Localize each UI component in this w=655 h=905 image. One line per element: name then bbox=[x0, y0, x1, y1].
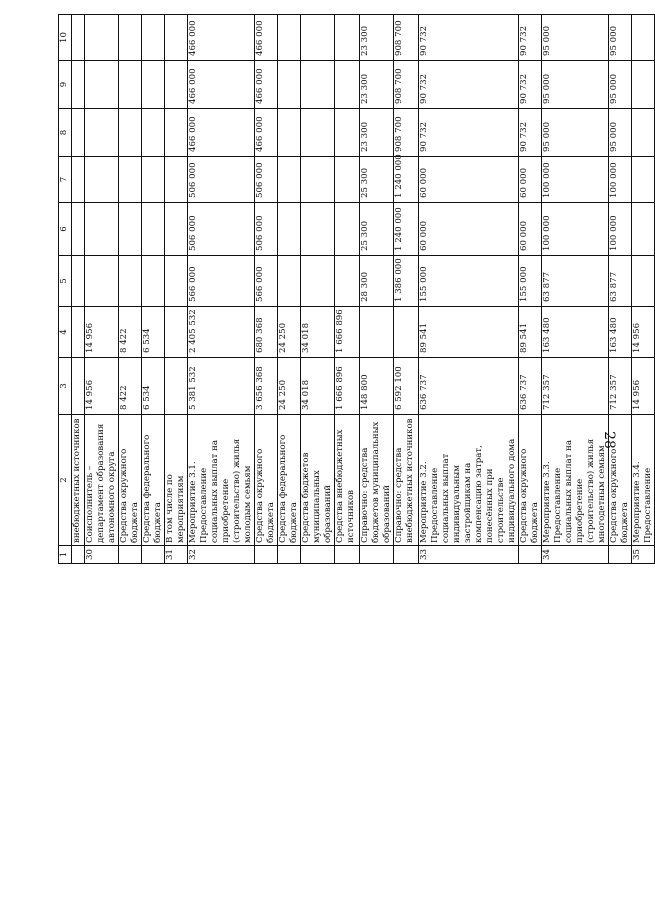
cell-col9 bbox=[632, 61, 655, 109]
table-row bbox=[632, 15, 655, 564]
cell-col4 bbox=[394, 307, 419, 358]
cell-col5: 63 877 bbox=[609, 256, 632, 307]
row-number bbox=[519, 546, 542, 564]
cell-col10: 95 000 bbox=[609, 15, 632, 61]
cell-col5 bbox=[119, 256, 142, 307]
cell-col5: 1 386 000 bbox=[394, 256, 419, 307]
cell-col8 bbox=[632, 109, 655, 157]
cell-col6 bbox=[85, 203, 119, 256]
cell-col5 bbox=[142, 256, 165, 307]
cell-col7 bbox=[278, 157, 301, 203]
cell-col7 bbox=[301, 157, 335, 203]
row-label: Средства внебюджетных источников bbox=[335, 415, 360, 546]
cell-col6 bbox=[335, 203, 360, 256]
cell-col7: 25 300 bbox=[360, 157, 394, 203]
cell-col6: 1 240 000 bbox=[394, 203, 419, 256]
cell-total: 712 357 bbox=[542, 358, 609, 415]
cell-col4: 89 541 bbox=[419, 307, 519, 358]
cell-col5 bbox=[632, 256, 655, 307]
cell-col10 bbox=[85, 15, 119, 61]
cell-col4: 89 541 bbox=[519, 307, 542, 358]
column-header: 2 bbox=[59, 415, 72, 546]
cell-col4: 8 422 bbox=[119, 307, 142, 358]
table-row bbox=[119, 15, 142, 564]
cell-col6: 60 000 bbox=[519, 203, 542, 256]
cell-col10: 466 000 bbox=[188, 15, 255, 61]
cell-col10 bbox=[72, 15, 85, 61]
cell-col8 bbox=[119, 109, 142, 157]
column-header: 6 bbox=[59, 203, 72, 256]
row-label: Средства окружного бюджета bbox=[255, 415, 278, 546]
row-label: Средства окружного бюджета bbox=[609, 415, 632, 546]
row-label: Мероприятие 3.4. Предоставление bbox=[632, 415, 655, 546]
cell-col9 bbox=[72, 61, 85, 109]
row-number bbox=[278, 546, 301, 564]
row-number bbox=[119, 546, 142, 564]
cell-col7: 506 000 bbox=[188, 157, 255, 203]
table-row bbox=[394, 15, 419, 564]
row-number bbox=[142, 546, 165, 564]
cell-col10 bbox=[278, 15, 301, 61]
cell-col7: 100 000 bbox=[609, 157, 632, 203]
cell-col4: 680 368 bbox=[255, 307, 278, 358]
table-row bbox=[165, 15, 188, 564]
cell-total: 5 381 532 bbox=[188, 358, 255, 415]
cell-col7 bbox=[85, 157, 119, 203]
cell-col8 bbox=[72, 109, 85, 157]
table-row bbox=[542, 15, 609, 564]
cell-total: 24 250 bbox=[278, 358, 301, 415]
row-number bbox=[360, 546, 394, 564]
cell-col6 bbox=[301, 203, 335, 256]
cell-col8: 908 700 bbox=[394, 109, 419, 157]
cell-col7 bbox=[142, 157, 165, 203]
row-number bbox=[255, 546, 278, 564]
cell-col4: 163 480 bbox=[542, 307, 609, 358]
cell-col5 bbox=[85, 256, 119, 307]
cell-col4 bbox=[360, 307, 394, 358]
cell-total: 14 956 bbox=[632, 358, 655, 415]
cell-col6: 25 300 bbox=[360, 203, 394, 256]
cell-col8 bbox=[165, 109, 188, 157]
cell-col9 bbox=[301, 61, 335, 109]
cell-col7: 506 000 bbox=[255, 157, 278, 203]
row-label: Средства бюджетов муниципальных образований bbox=[301, 415, 335, 546]
column-header: 10 bbox=[59, 15, 72, 61]
cell-col10 bbox=[335, 15, 360, 61]
row-label: Справочно: средства бюджетов муниципальных образований bbox=[360, 415, 394, 546]
cell-col8 bbox=[301, 109, 335, 157]
table-row bbox=[255, 15, 278, 564]
cell-col4: 2 405 532 bbox=[188, 307, 255, 358]
cell-total: 636 737 bbox=[519, 358, 542, 415]
budget-table bbox=[58, 14, 655, 564]
table-row bbox=[142, 15, 165, 564]
row-label: Средства окружного бюджета bbox=[519, 415, 542, 546]
cell-col7 bbox=[335, 157, 360, 203]
table-row bbox=[188, 15, 255, 564]
cell-col6: 100 000 bbox=[542, 203, 609, 256]
cell-col5 bbox=[165, 256, 188, 307]
row-number: 33 bbox=[419, 546, 519, 564]
cell-col10: 908 700 bbox=[394, 15, 419, 61]
cell-col9: 23 300 bbox=[360, 61, 394, 109]
cell-col6 bbox=[72, 203, 85, 256]
cell-col4: 14 956 bbox=[85, 307, 119, 358]
table-row bbox=[72, 15, 85, 564]
row-label: Соисполнитель – департамент образования автономного округа bbox=[85, 415, 119, 546]
row-label: Мероприятие 3.3. Предоставление социальных выплат на приобретение (строительство) жилья многодетным семьям bbox=[542, 415, 609, 546]
cell-col5: 566 000 bbox=[255, 256, 278, 307]
table-body bbox=[72, 15, 655, 564]
cell-col9: 90 732 bbox=[419, 61, 519, 109]
row-label: Мероприятие 3.1. Предоставление социальных выплат на приобретение (строительство) жилья молодым семьям bbox=[188, 415, 255, 546]
cell-col8: 90 732 bbox=[519, 109, 542, 157]
cell-col7: 1 240 000 bbox=[394, 157, 419, 203]
cell-col4: 6 534 bbox=[142, 307, 165, 358]
cell-col6 bbox=[632, 203, 655, 256]
row-label: Средства окружного бюджета bbox=[119, 415, 142, 546]
cell-col8 bbox=[85, 109, 119, 157]
row-number: 30 bbox=[85, 546, 119, 564]
cell-col10: 23 300 bbox=[360, 15, 394, 61]
row-number: 34 bbox=[542, 546, 609, 564]
cell-col8: 23 300 bbox=[360, 109, 394, 157]
cell-col5: 155 000 bbox=[419, 256, 519, 307]
cell-col6 bbox=[142, 203, 165, 256]
cell-total: 6 534 bbox=[142, 358, 165, 415]
cell-col5 bbox=[278, 256, 301, 307]
column-header: 5 bbox=[59, 256, 72, 307]
cell-col7 bbox=[72, 157, 85, 203]
cell-total bbox=[72, 358, 85, 415]
cell-col5 bbox=[301, 256, 335, 307]
cell-col4: 24 250 bbox=[278, 307, 301, 358]
cell-col9 bbox=[142, 61, 165, 109]
column-header: 9 bbox=[59, 61, 72, 109]
cell-col9 bbox=[335, 61, 360, 109]
table-row bbox=[609, 15, 632, 564]
cell-col7: 60 000 bbox=[519, 157, 542, 203]
row-number: 31 bbox=[165, 546, 188, 564]
row-number bbox=[394, 546, 419, 564]
row-label: Средства федерального бюджета bbox=[278, 415, 301, 546]
cell-col5: 566 000 bbox=[188, 256, 255, 307]
cell-col8 bbox=[142, 109, 165, 157]
cell-col10: 466 000 bbox=[255, 15, 278, 61]
cell-col9: 95 000 bbox=[609, 61, 632, 109]
cell-total: 8 422 bbox=[119, 358, 142, 415]
row-number bbox=[72, 546, 85, 564]
column-header: 3 bbox=[59, 358, 72, 415]
cell-col9: 90 732 bbox=[519, 61, 542, 109]
row-label: внебюджетных источников bbox=[72, 415, 85, 546]
cell-col6: 100 000 bbox=[609, 203, 632, 256]
column-header: 4 bbox=[59, 307, 72, 358]
cell-col4 bbox=[165, 307, 188, 358]
cell-col9 bbox=[85, 61, 119, 109]
cell-col5: 63 877 bbox=[542, 256, 609, 307]
cell-col5 bbox=[72, 256, 85, 307]
cell-col10: 90 732 bbox=[419, 15, 519, 61]
column-header: 7 bbox=[59, 157, 72, 203]
cell-col10 bbox=[142, 15, 165, 61]
cell-col8 bbox=[278, 109, 301, 157]
cell-col9: 466 000 bbox=[255, 61, 278, 109]
cell-total: 14 956 bbox=[85, 358, 119, 415]
cell-col4: 163 480 bbox=[609, 307, 632, 358]
cell-col8: 90 732 bbox=[419, 109, 519, 157]
cell-col9: 95 000 bbox=[542, 61, 609, 109]
cell-col10 bbox=[632, 15, 655, 61]
cell-col4 bbox=[72, 307, 85, 358]
cell-col4: 1 666 896 bbox=[335, 307, 360, 358]
cell-col7 bbox=[165, 157, 188, 203]
cell-col8: 95 000 bbox=[609, 109, 632, 157]
cell-col9 bbox=[119, 61, 142, 109]
cell-col9 bbox=[278, 61, 301, 109]
cell-col4: 34 018 bbox=[301, 307, 335, 358]
table-row bbox=[519, 15, 542, 564]
header-row bbox=[59, 15, 72, 564]
cell-col7: 100 000 bbox=[542, 157, 609, 203]
table-row bbox=[335, 15, 360, 564]
cell-total: 712 357 bbox=[609, 358, 632, 415]
table-row bbox=[278, 15, 301, 564]
cell-col8 bbox=[335, 109, 360, 157]
row-number bbox=[609, 546, 632, 564]
cell-col10 bbox=[301, 15, 335, 61]
cell-col6: 60 000 bbox=[419, 203, 519, 256]
cell-total bbox=[165, 358, 188, 415]
cell-col10 bbox=[165, 15, 188, 61]
cell-col6 bbox=[165, 203, 188, 256]
row-number: 35 bbox=[632, 546, 655, 564]
row-label: Средства федерального бюджета bbox=[142, 415, 165, 546]
cell-total: 3 656 368 bbox=[255, 358, 278, 415]
cell-total: 34 018 bbox=[301, 358, 335, 415]
table-row bbox=[419, 15, 519, 564]
cell-col5 bbox=[335, 256, 360, 307]
row-label: Мероприятие 3.2. Предоставление социальных выплат индивидуальным застройщикам на компенсацию затрат, понесённых при строительстве индивидуального дома bbox=[419, 415, 519, 546]
cell-col5: 155 000 bbox=[519, 256, 542, 307]
cell-col10 bbox=[119, 15, 142, 61]
cell-col4: 14 956 bbox=[632, 307, 655, 358]
cell-col8: 466 000 bbox=[188, 109, 255, 157]
column-header: 1 bbox=[59, 546, 72, 564]
rotated-table-container bbox=[58, 15, 653, 564]
row-number bbox=[335, 546, 360, 564]
row-label: В том числе по мероприятиям bbox=[165, 415, 188, 546]
cell-col8: 466 000 bbox=[255, 109, 278, 157]
row-number bbox=[301, 546, 335, 564]
cell-col7 bbox=[119, 157, 142, 203]
table-row bbox=[301, 15, 335, 564]
cell-col9: 466 000 bbox=[188, 61, 255, 109]
cell-col9 bbox=[165, 61, 188, 109]
cell-total: 636 737 bbox=[419, 358, 519, 415]
cell-col8: 95 000 bbox=[542, 109, 609, 157]
cell-col9: 908 700 bbox=[394, 61, 419, 109]
cell-col7 bbox=[632, 157, 655, 203]
page-number: 28 bbox=[601, 431, 617, 449]
cell-col6: 506 000 bbox=[255, 203, 278, 256]
column-header: 8 bbox=[59, 109, 72, 157]
cell-total: 148 800 bbox=[360, 358, 394, 415]
cell-col6 bbox=[278, 203, 301, 256]
cell-col6: 506 000 bbox=[188, 203, 255, 256]
cell-col7: 60 000 bbox=[419, 157, 519, 203]
row-label: Справочно: средства внебюджетных источников bbox=[394, 415, 419, 546]
table-row bbox=[85, 15, 119, 564]
cell-total: 6 592 100 bbox=[394, 358, 419, 415]
cell-col10: 90 732 bbox=[519, 15, 542, 61]
cell-total: 1 666 896 bbox=[335, 358, 360, 415]
table-row bbox=[360, 15, 394, 564]
cell-col5: 28 300 bbox=[360, 256, 394, 307]
row-number: 32 bbox=[188, 546, 255, 564]
cell-col6 bbox=[119, 203, 142, 256]
cell-col10: 95 000 bbox=[542, 15, 609, 61]
